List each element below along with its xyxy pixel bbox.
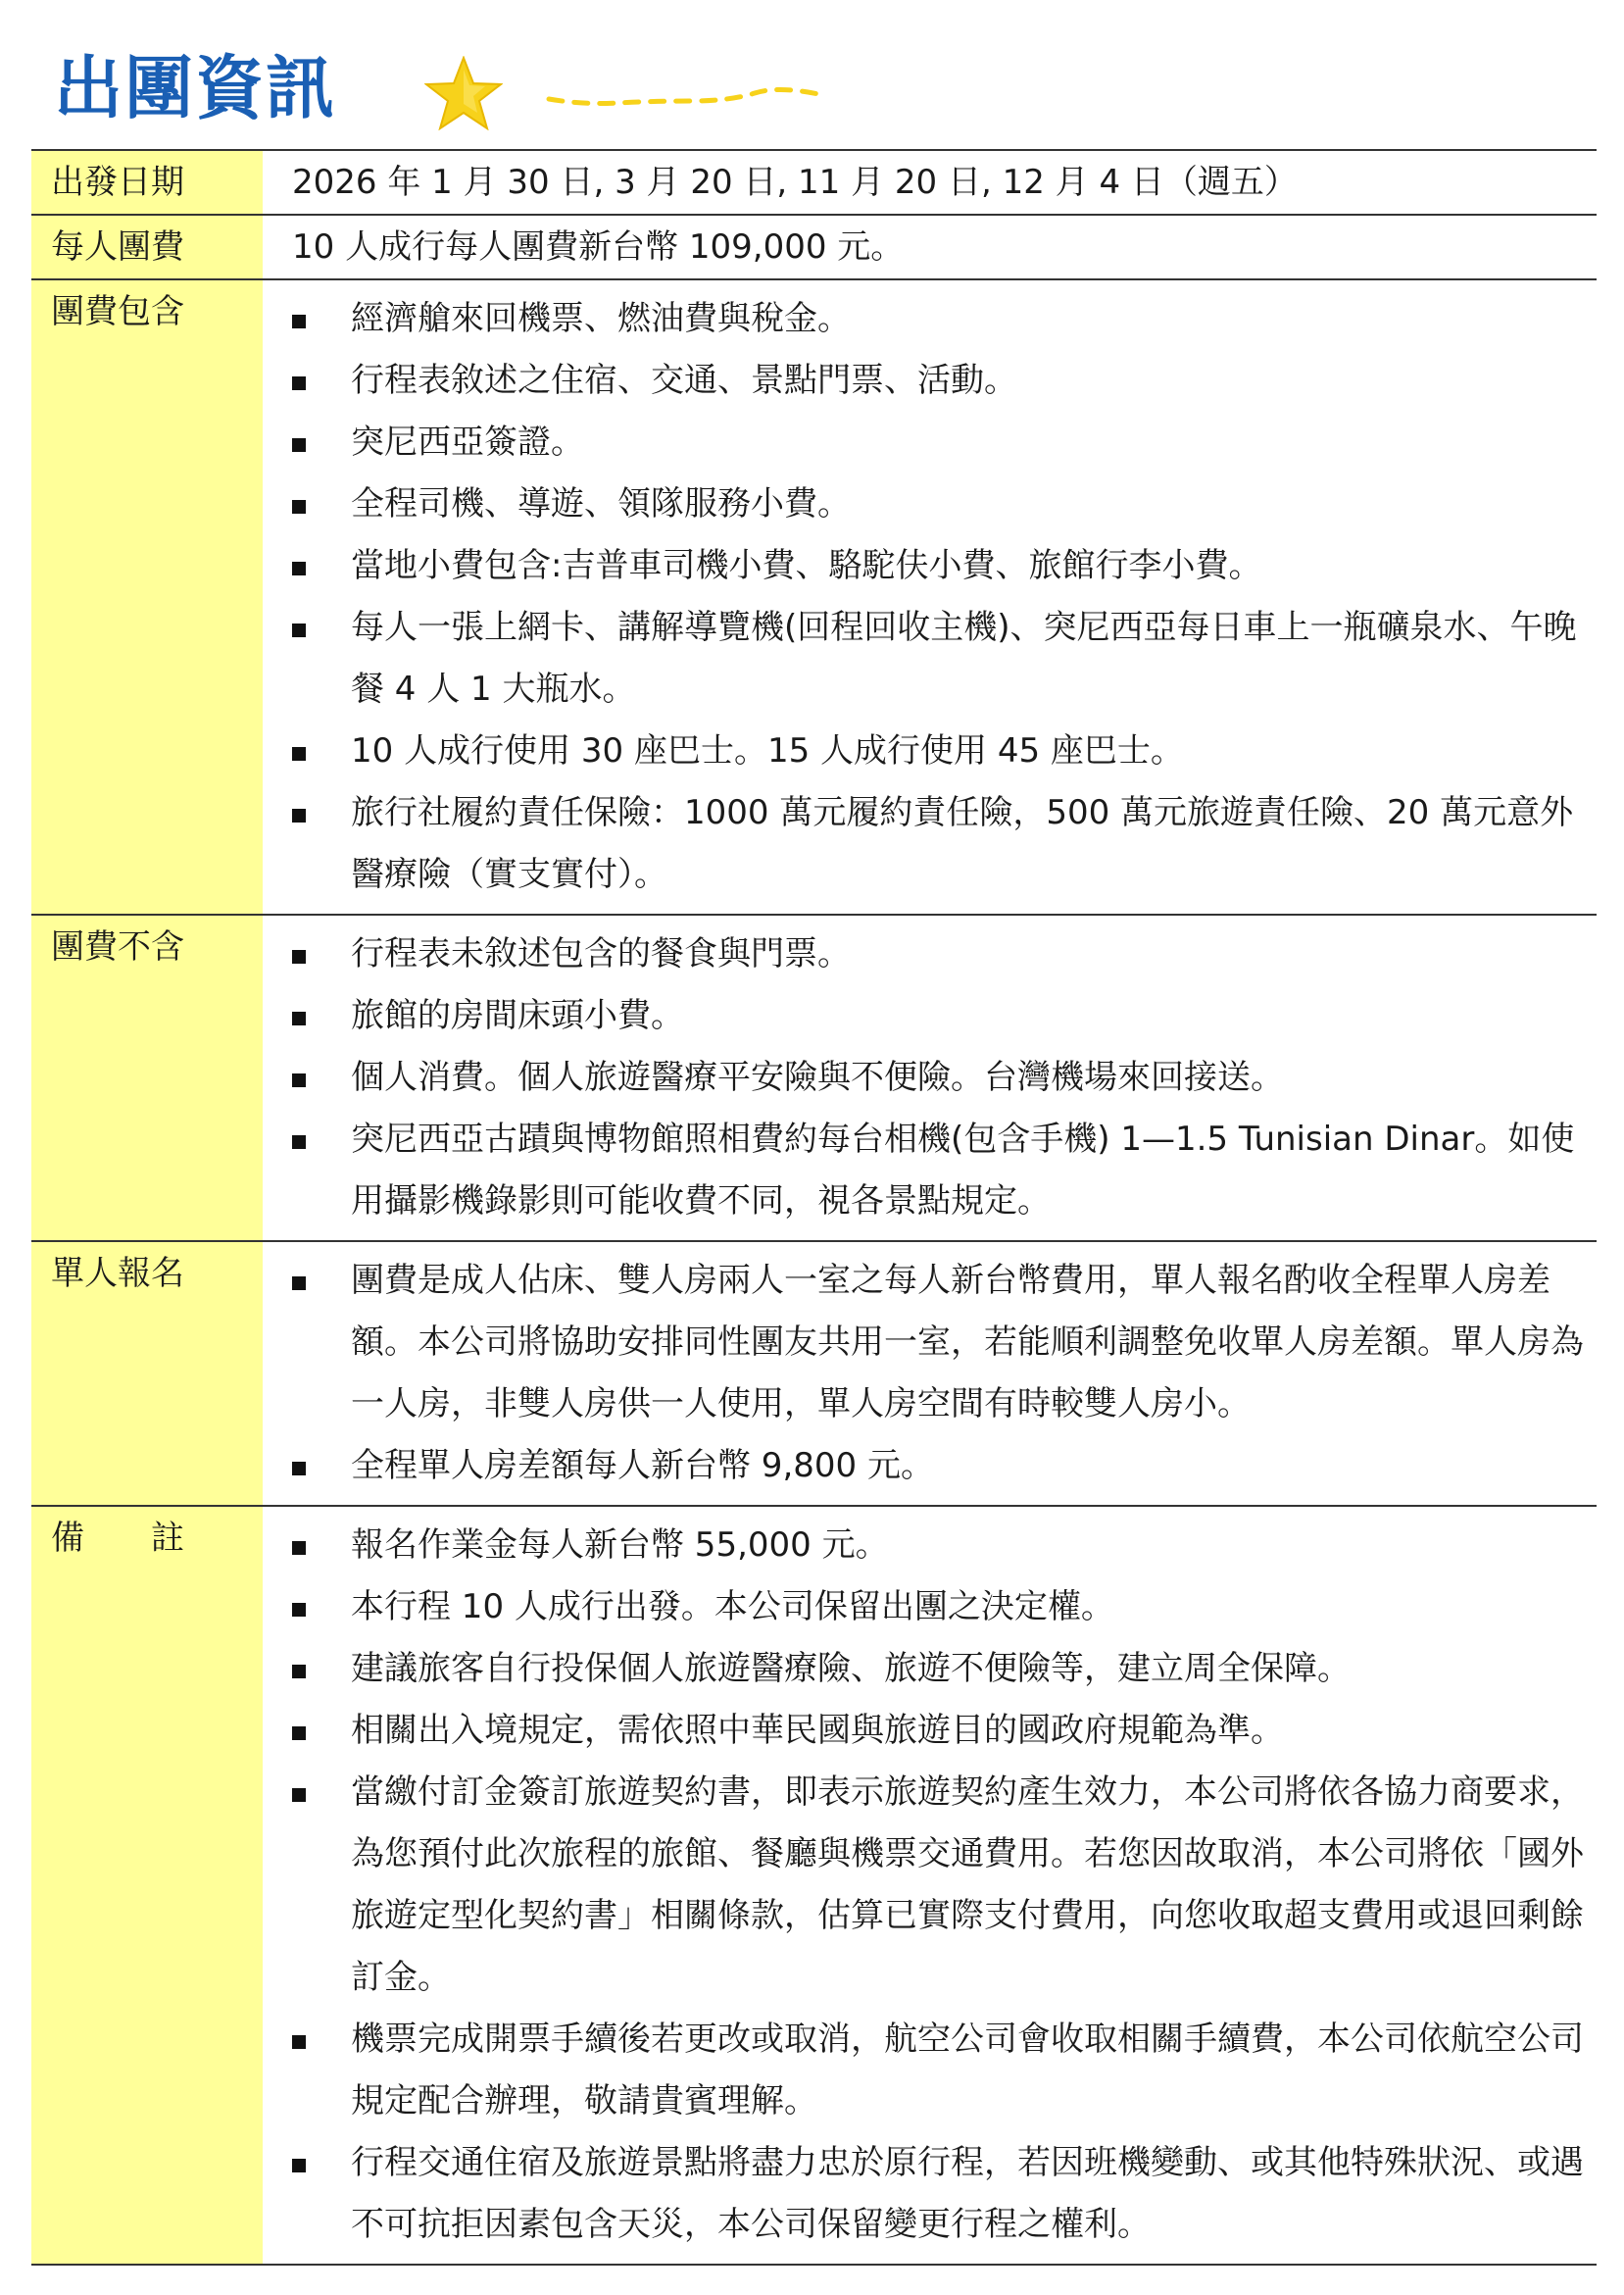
- row-label: 備 註: [31, 1506, 263, 2265]
- tour-price: 10 人成行每人團費新台幣 109,000 元。: [292, 227, 905, 267]
- bullet-icon: [292, 1462, 306, 1475]
- row-label: 團費不含: [31, 915, 263, 1241]
- list-item: 突尼西亞簽證。: [263, 412, 1585, 474]
- row-notes: [31, 1506, 1597, 2265]
- list-item: 經濟艙來回機票、燃油費與稅金。: [263, 288, 1585, 350]
- row-label: 每人團費: [31, 215, 263, 279]
- bullet-icon: [292, 1726, 306, 1740]
- bullet-icon: [292, 1541, 306, 1555]
- list-item: 個人消費。個人旅遊醫療平安險與不便險。台灣機場來回接送。: [263, 1047, 1585, 1109]
- row-dates: [31, 150, 1597, 215]
- bullet-icon: [292, 376, 306, 390]
- row-label: 團費包含: [31, 279, 263, 915]
- list-item: 旅行社履約責任保險：1000 萬元履約責任險，500 萬元旅遊責任險、20 萬元意外醫療險（實支實付）。: [263, 782, 1585, 906]
- list-item: 旅館的房間床頭小費。: [263, 985, 1585, 1047]
- list-item: 行程交通住宿及旅遊景點將盡力忠於原行程，若因班機變動、或其他特殊狀況、或遇不可抗拒因素包含天災，本公司保留變更行程之權利。: [263, 2132, 1585, 2256]
- bullet-icon: [292, 1276, 306, 1290]
- departure-dates: 2026 年 1 月 30 日, 3 月 20 日, 11 月 20 日, 12 月 4 日（週五）: [292, 163, 1298, 202]
- bullet-icon: [292, 1603, 306, 1617]
- list-item: 機票完成開票手續後若更改或取消，航空公司會收取相關手續費，本公司依航空公司規定配合辦理，敬請貴賓理解。: [263, 2009, 1585, 2132]
- list-item: 全程單人房差額每人新台幣 9,800 元。: [263, 1435, 1585, 1497]
- notes-list: [263, 1515, 1585, 2256]
- excluded-list: [263, 923, 1585, 1232]
- row-single: [31, 1241, 1597, 1506]
- row-included: [31, 279, 1597, 915]
- star-icon: [424, 56, 503, 130]
- row-label: 出發日期: [31, 150, 263, 215]
- included-list: [263, 288, 1585, 906]
- bullet-icon: [292, 747, 306, 761]
- bullet-icon: [292, 950, 306, 964]
- bullet-icon: [292, 562, 306, 575]
- bullet-icon: [292, 500, 306, 514]
- tour-info-table: [31, 149, 1597, 2266]
- page-title: 出團資訊: [54, 48, 336, 128]
- bullet-icon: [292, 2035, 306, 2049]
- bullet-icon: [292, 809, 306, 823]
- list-item: 報名作業金每人新台幣 55,000 元。: [263, 1515, 1585, 1576]
- bullet-icon: [292, 2159, 306, 2172]
- bullet-icon: [292, 438, 306, 452]
- single-list: [263, 1250, 1585, 1497]
- bullet-icon: [292, 1012, 306, 1025]
- list-item: 當地小費包含:吉普車司機小費、駱駝伕小費、旅館行李小費。: [263, 535, 1585, 597]
- bullet-icon: [292, 1135, 306, 1149]
- list-item: 本行程 10 人成行出發。本公司保留出團之決定權。: [263, 1576, 1585, 1638]
- bullet-icon: [292, 624, 306, 637]
- list-item: 行程表未敘述包含的餐食與門票。: [263, 923, 1585, 985]
- bullet-icon: [292, 1788, 306, 1802]
- bullet-icon: [292, 1073, 306, 1087]
- list-item: 當繳付訂金簽訂旅遊契約書，即表示旅遊契約產生效力，本公司將依各協力商要求，為您預付此次旅程的旅館、餐廳與機票交通費用。若您因故取消，本公司將依「國外旅遊定型化契約書」相關條款，估算已實際支付費用，向您收取超支費用或退回剩餘訂金。: [263, 1762, 1585, 2009]
- row-price: [31, 215, 1597, 279]
- list-item: 10 人成行使用 30 座巴士。15 人成行使用 45 座巴士。: [263, 721, 1585, 782]
- list-item: 每人一張上網卡、講解導覽機(回程回收主機)、突尼西亞每日車上一瓶礦泉水、午晚餐 4 人 1 大瓶水。: [263, 597, 1585, 721]
- list-item: 相關出入境規定，需依照中華民國與旅遊目的國政府規範為準。: [263, 1700, 1585, 1762]
- bullet-icon: [292, 1665, 306, 1678]
- row-label: 單人報名: [31, 1241, 263, 1506]
- list-item: 突尼西亞古蹟與博物館照相費約每台相機(包含手機) 1—1.5 Tunisian Dinar。如使用攝影機錄影則可能收費不同，視各景點規定。: [263, 1109, 1585, 1232]
- list-item: 全程司機、導遊、領隊服務小費。: [263, 474, 1585, 535]
- page-header: [54, 44, 936, 132]
- bullet-icon: [292, 315, 306, 328]
- decorative-dash-line: [544, 81, 828, 111]
- row-excluded: [31, 915, 1597, 1241]
- list-item: 團費是成人佔床、雙人房兩人一室之每人新台幣費用，單人報名酌收全程單人房差額。本公司將協助安排同性團友共用一室，若能順利調整免收單人房差額。單人房為一人房，非雙人房供一人使用，單人房空間有時較雙人房小。: [263, 1250, 1585, 1435]
- list-item: 行程表敘述之住宿、交通、景點門票、活動。: [263, 350, 1585, 412]
- list-item: 建議旅客自行投保個人旅遊醫療險、旅遊不便險等，建立周全保障。: [263, 1638, 1585, 1700]
